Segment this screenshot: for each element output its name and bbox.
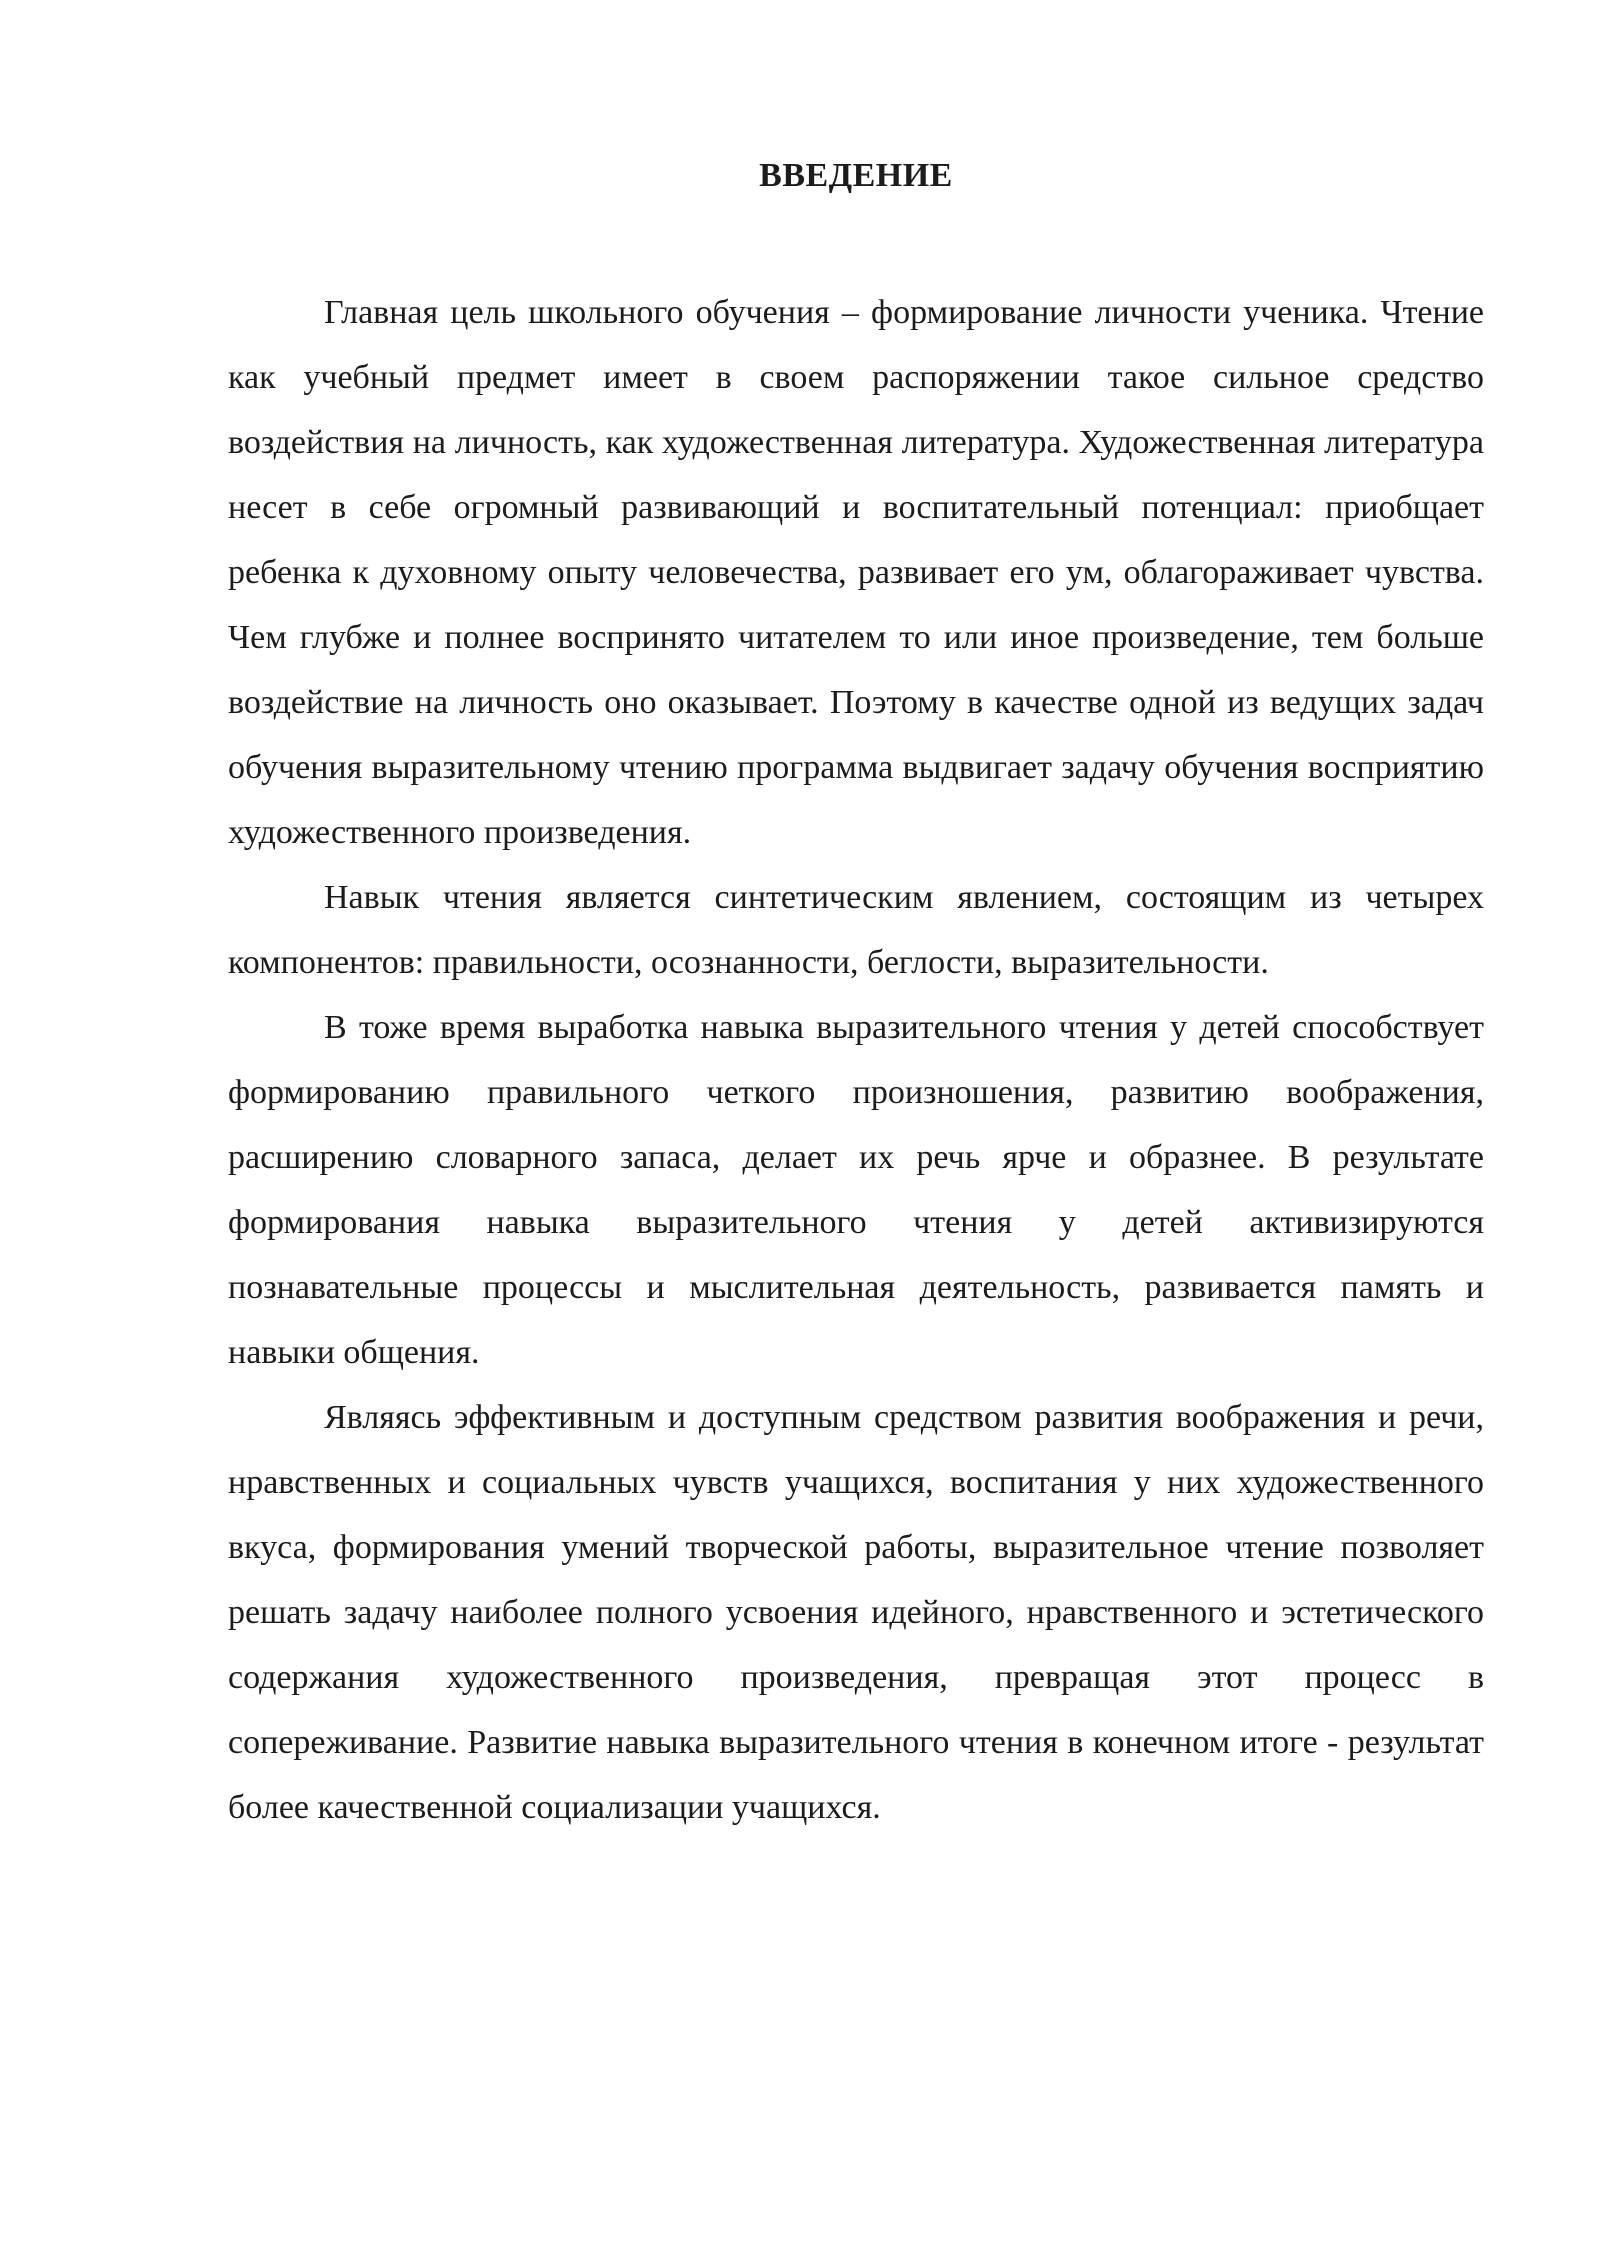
paragraph: Являясь эффективным и доступным средством развития воображения и речи, нравственных и социальных чувств учащихся, воспитания у них художественного вкуса, формирования умений творческой работы, выразительное чтение позволяет решать задачу наиболее полного усвоения идейного, нравственного и эстетического содержания художественного произведения, превращая этот процесс в сопереживание. Развитие навыка выразительного чтения в конечном итоге - результат более качественной социализации учащихся. (228, 1399, 1484, 1826)
document-body (228, 150, 1484, 1840)
page-title: ВВЕДЕНИЕ (759, 157, 953, 194)
paragraph: Главная цель школьного обучения – формирование личности ученика. Чтение как учебный предмет имеет в своем распоряжении такое сильное средство воздействия на личность, как художественная литература. Художественная литература несет в себе огромный развивающий и воспитательный потенциал: приобщает ребенка к духовному опыту человечества, развивает его ум, облагораживает чувства. Чем глубже и полнее воспринято читателем то или иное произведение, тем больше воздействие на личность оно оказывает. Поэтому в качестве одной из ведущих задач обучения выразительному чтению программа выдвигает задачу обучения восприятию художественного произведения. (228, 294, 1484, 851)
paragraph: В тоже время выработка навыка выразительного чтения у детей способствует формированию правильного четкого произношения, развитию воображения, расширению словарного запаса, делает их речь ярче и образнее. В результате формирования навыка выразительного чтения у детей активизируются познавательные процессы и мыслительная деятельность, развивается память и навыки общения. (228, 1009, 1484, 1371)
paragraph: Навык чтения является синтетическим явлением, состоящим из четырех компонентов: правильности, осознанности, беглости, выразительности. (228, 879, 1484, 981)
